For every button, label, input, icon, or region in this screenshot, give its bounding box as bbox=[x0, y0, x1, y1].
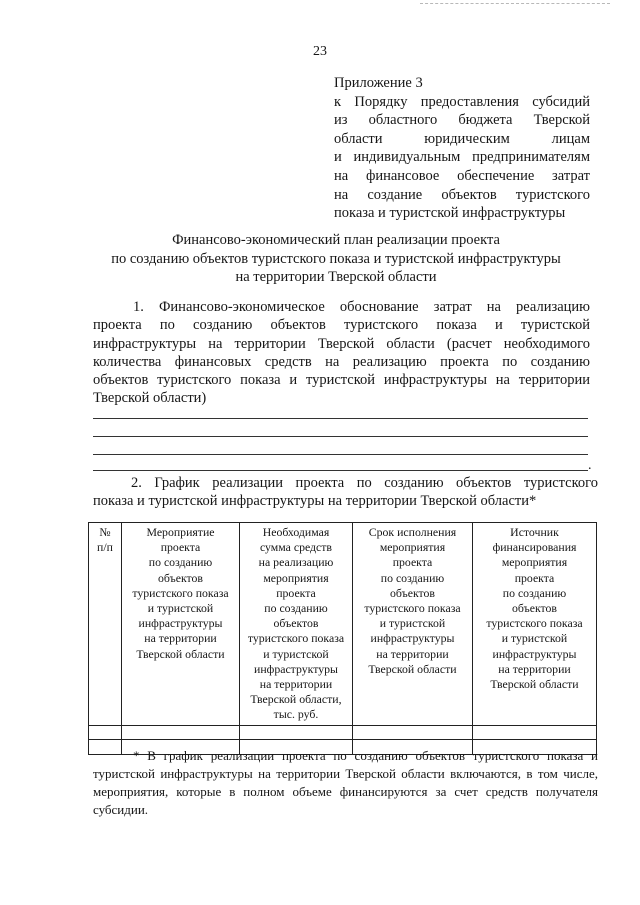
column-header-deadline: Срок исполнения мероприятия проекта по созданию объектов туристского показа и туристской инфраструктуры на территории Тверской области bbox=[353, 523, 473, 726]
footnote-line: туристской инфраструктуры на территории Тверской области включаются, в том числе, bbox=[93, 766, 598, 781]
appendix-line: на создание объектов туристского bbox=[334, 186, 590, 203]
table-cell[interactable] bbox=[473, 725, 597, 739]
appendix-header bbox=[334, 74, 590, 223]
table-cell[interactable] bbox=[89, 725, 122, 739]
footnote bbox=[93, 747, 598, 819]
implementation-schedule-table bbox=[88, 522, 597, 755]
fill-in-line[interactable] bbox=[93, 454, 588, 455]
column-header-funding-source: Источник финансирования мероприятия проекта по созданию объектов туристского показа и туристской инфраструктуры на территории Тверской области bbox=[473, 523, 597, 726]
table-row bbox=[89, 725, 597, 739]
title-line: на территории Тверской области bbox=[235, 269, 437, 285]
column-header-activity: Мероприятие проекта по созданию объектов туристского показа и туристской инфраструктуры на территории Тверской области bbox=[122, 523, 240, 726]
section-1-paragraph bbox=[93, 298, 590, 408]
appendix-line: на финансовое обеспечение затрат bbox=[334, 167, 590, 184]
table-cell[interactable] bbox=[353, 725, 473, 739]
fill-in-line[interactable] bbox=[93, 436, 588, 437]
section-2-line: показа и туристской инфраструктуры на территории Тверской области* bbox=[93, 493, 537, 510]
fill-in-line[interactable] bbox=[93, 418, 588, 419]
table-cell[interactable] bbox=[122, 725, 240, 739]
footnote-line: субсидии. bbox=[93, 802, 149, 817]
appendix-line: и индивидуальным предпринимателям bbox=[334, 149, 590, 166]
document-title bbox=[80, 231, 592, 287]
footnote-line: мероприятия, которые в полном объеме финансируются за счет средств получателя bbox=[93, 784, 598, 799]
section-1-line: инфраструктуры на территории Тверской области (расчет необходимого bbox=[93, 335, 590, 352]
footnote-line: * В график реализации проекта по созданию объектов туристского показа и bbox=[133, 748, 598, 763]
column-header-amount: Необходимая сумма средств на реализацию мероприятия проекта по созданию объектов туристского показа и туристской инфраструктуры на территории Тверской области, тыс. руб. bbox=[240, 523, 353, 726]
column-header-number: № п/п bbox=[89, 523, 122, 726]
fill-in-line[interactable] bbox=[93, 470, 588, 471]
appendix-line: области юридическим лицам bbox=[334, 130, 590, 147]
title-line: по созданию объектов туристского показа и туристской инфраструктуры bbox=[111, 250, 561, 267]
appendix-line: из областного бюджета Тверской bbox=[334, 112, 590, 129]
table-cell[interactable] bbox=[240, 725, 353, 739]
title-line: Финансово-экономический план реализации проекта bbox=[172, 232, 500, 248]
fill-in-end-period: . bbox=[588, 458, 592, 473]
section-1-line: количества финансовых средств на реализацию проекта по созданию bbox=[93, 353, 590, 370]
section-2-paragraph bbox=[93, 474, 598, 511]
page-number: 23 bbox=[313, 44, 327, 59]
section-1-line: 1. Финансово-экономическое обоснование затрат на реализацию bbox=[133, 299, 590, 315]
appendix-line: к Порядку предоставления субсидий bbox=[334, 93, 590, 110]
scan-artifact bbox=[420, 3, 610, 6]
section-1-line: Тверской области) bbox=[93, 390, 207, 407]
table-header-row bbox=[89, 523, 597, 726]
appendix-line: Приложение 3 bbox=[334, 75, 423, 91]
section-1-line: проекта по созданию объектов туристского показа и туристской bbox=[93, 317, 590, 334]
appendix-line: показа и туристской инфраструктуры bbox=[334, 205, 566, 222]
section-1-line: объектов туристского показа и туристской инфраструктуры на территории bbox=[93, 372, 590, 389]
section-2-line: 2. График реализации проекта по созданию объектов туристского bbox=[131, 475, 598, 491]
